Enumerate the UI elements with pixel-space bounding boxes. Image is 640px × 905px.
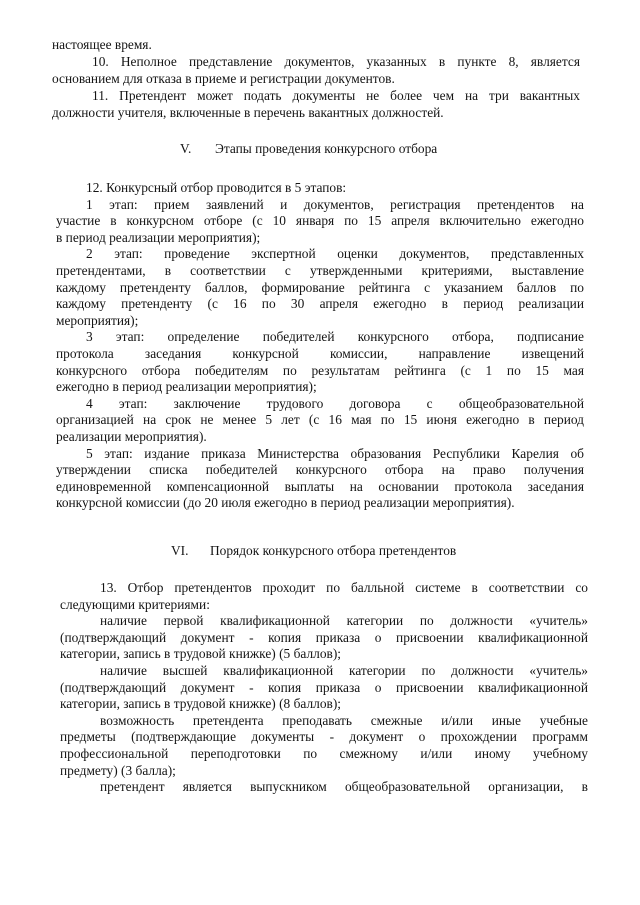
section-title: Этапы проведения конкурсного отбора: [215, 141, 438, 156]
section-title: Порядок конкурсного отбора претендентов: [210, 543, 457, 558]
text-line: утверждении списка победителей конкурсного отбора на право получения: [56, 462, 584, 478]
text-line: мероприятия);: [56, 312, 139, 328]
text-line: в период реализации мероприятия);: [56, 229, 261, 245]
text-line: категории, запись в трудовой книжке) (5 баллов);: [60, 646, 342, 662]
text-line: конкурсного отбора победителям по результатам рейтинга (с 1 по 15 мая: [56, 362, 584, 378]
paragraph-10: [52, 54, 580, 87]
stage-2: 2 этап: проведение экспертной оценки документов, представленных: [86, 246, 584, 262]
text-line: участие в конкурсном отборе (с 10 января по 15 апреля включительно ежегодно: [56, 213, 584, 229]
stage-1: 1 этап: прием заявлений и документов, регистрация претендентов на: [86, 196, 584, 212]
text-line: организацией на срок не менее 5 лет (с 16 мая по 15 июня ежегодно в период: [56, 412, 584, 428]
text-line: должности учителя, включенные в перечень вакантных должностей.: [52, 104, 444, 120]
paragraph-12: [56, 180, 584, 512]
criterion-graduate: претендент является выпускником общеобразовательной организации, в: [100, 779, 588, 795]
criterion-highest-category: наличие высшей квалификационной категории по должности «учитель»: [100, 662, 588, 678]
text-line: каждому претенденту баллов, формирование рейтинга с указанием баллов по: [56, 279, 584, 295]
text-line: предмету) (3 балла);: [60, 762, 176, 778]
text-line: протокола заседания конкурсной комиссии, направление извещений: [56, 345, 584, 361]
text-line: предметы (подтверждающие документы - документ о прохождении программ: [60, 729, 588, 745]
text-line: 10. Неполное представление документов, указанных в пункте 8, является: [92, 54, 580, 69]
text-line: ежегодно в период реализации мероприятия);: [56, 379, 317, 395]
text-line: реализации мероприятия).: [56, 428, 207, 444]
paragraph-11: [52, 88, 580, 121]
text-line: каждому претенденту (с 16 по 30 апреля ежегодно в период реализации: [56, 296, 584, 312]
text-line: настоящее время.: [52, 37, 152, 52]
text-line: (подтверждающий документ - копия приказа о присвоении квалификационной: [60, 629, 588, 645]
stage-3: 3 этап: определение победителей конкурсного отбора, подписание: [86, 329, 584, 345]
text-line: основанием для отказа в приеме и регистрации документов.: [52, 70, 395, 86]
criterion-first-category: наличие первой квалификационной категории по должности «учитель»: [100, 613, 588, 629]
text-line: 13. Отбор претендентов проходит по балльной системе в соответствии со: [100, 580, 588, 595]
text-line: претендентами, в соответствии с утвержденными критериями, выставление: [56, 262, 584, 278]
text-line: конкурсной комиссии (до 20 июля ежегодно в период реализации мероприятия).: [56, 495, 515, 511]
section-number: V.: [180, 141, 192, 156]
text-line: профессиональной переподготовки по смежному и/или иному учебному: [60, 745, 588, 761]
paragraph-top: [52, 37, 580, 54]
section-number: VI.: [171, 543, 189, 558]
criterion-related-subjects: возможность претендента преподавать смежные и/или иные учебные: [100, 712, 588, 728]
text-line: 12. Конкурсный отбор проводится в 5 этапов:: [86, 180, 347, 195]
text-line: 11. Претендент может подать документы не более чем на три вакантных: [92, 88, 580, 103]
text-line: категории, запись в трудовой книжке) (8 баллов);: [60, 696, 342, 712]
text-line: единовременной компенсационной выплаты на основании протокола заседания: [56, 478, 584, 494]
stage-5: 5 этап: издание приказа Министерства образования Республики Карелия об: [86, 445, 584, 461]
text-line: (подтверждающий документ - копия приказа о присвоении квалификационной: [60, 679, 588, 695]
paragraph-13: [60, 580, 588, 796]
text-line: следующими критериями:: [60, 596, 210, 612]
stage-4: 4 этап: заключение трудового договора с общеобразовательной: [86, 395, 584, 411]
